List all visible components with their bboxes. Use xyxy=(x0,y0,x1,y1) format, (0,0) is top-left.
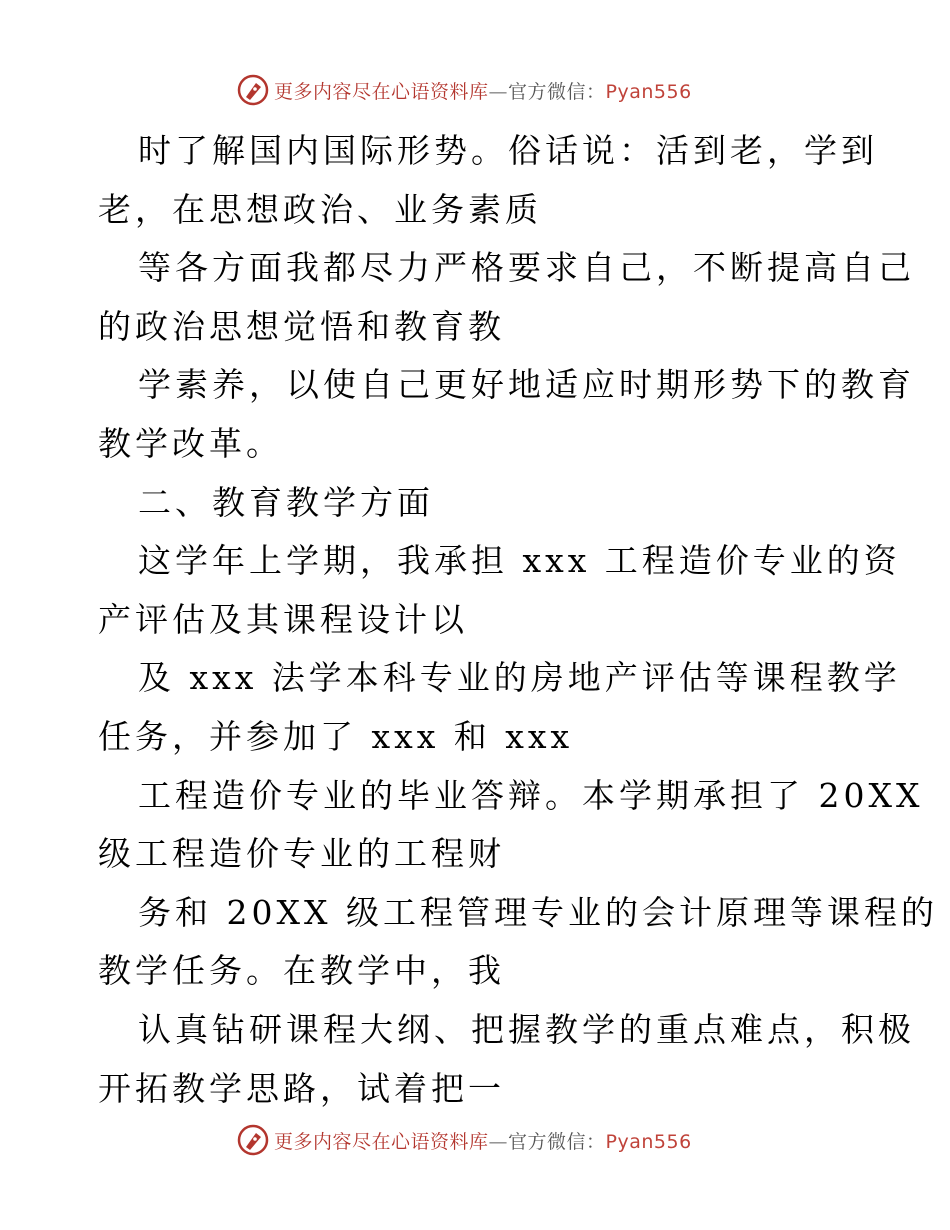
text-line: 教学改革。 xyxy=(98,423,283,463)
watermark-text: 更多内容尽在心语资料库 xyxy=(274,1130,489,1153)
text-line: 务和 20XX 级工程管理专业的会计原理等课程的 xyxy=(138,892,938,932)
text-line: 教学任务。在教学中，我 xyxy=(98,951,505,991)
text-line: 任务，并参加了 xxx 和 xxx xyxy=(98,716,574,756)
text-line: 开拓教学思路，试着把一 xyxy=(98,1068,505,1108)
text-line: 及 xxx 法学本科专业的房地产评估等课程教学 xyxy=(138,658,901,698)
text-line: 级工程造价专业的工程财 xyxy=(98,834,505,874)
footer-watermark xyxy=(236,1123,692,1157)
text-line: 老，在思想政治、业务素质 xyxy=(98,189,542,229)
watermark-dash: — xyxy=(488,80,509,103)
text-line: 认真钻研课程大纲、把握教学的重点难点，积极 xyxy=(138,1009,915,1049)
text-line: 学素养，以使自己更好地适应时期形势下的教育 xyxy=(138,365,915,405)
watermark-official: 官方微信： xyxy=(508,1130,606,1153)
watermark-wechat-id: Pyan556 xyxy=(605,1130,692,1153)
text-line: 这学年上学期，我承担 xxx 工程造价专业的资 xyxy=(138,541,901,581)
header-watermark xyxy=(236,73,692,107)
text-line: 工程造价专业的毕业答辩。本学期承担了 20XX xyxy=(138,775,924,815)
document-body xyxy=(98,122,938,1118)
watermark-dash: — xyxy=(488,1130,509,1153)
text-line: 时了解国内国际形势。俗话说：活到老，学到 xyxy=(138,131,878,170)
watermark-wechat-id: Pyan556 xyxy=(605,80,692,103)
watermark-text: 更多内容尽在心语资料库 xyxy=(274,80,489,103)
text-line: 等各方面我都尽力严格要求自己，不断提高自己 xyxy=(138,248,915,288)
pen-nib-logo-icon xyxy=(236,1123,270,1157)
watermark-official: 官方微信： xyxy=(508,80,606,103)
text-line: 二、教育教学方面 xyxy=(138,482,434,522)
text-line: 产评估及其课程设计以 xyxy=(98,599,468,639)
pen-nib-logo-icon xyxy=(236,73,270,107)
text-line: 的政治思想觉悟和教育教 xyxy=(98,306,505,346)
